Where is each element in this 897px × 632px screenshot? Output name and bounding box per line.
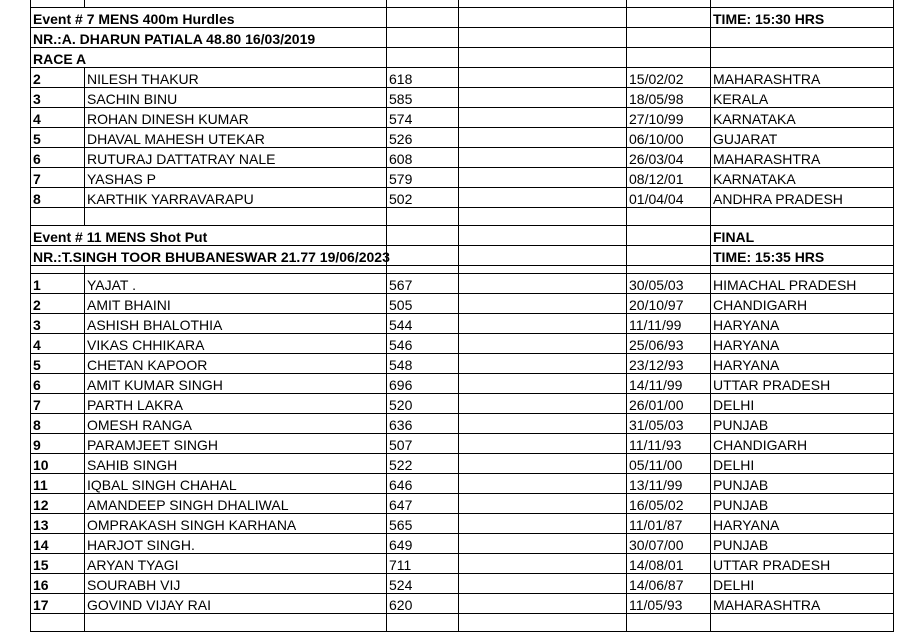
athlete-name: OMPRAKASH SINGH KARHANA [85,514,387,534]
athlete-state: GUJARAT [711,128,894,148]
athlete-state: CHANDIGARH [711,434,894,454]
athlete-name: KARTHIK YARRAVARAPU [85,188,387,208]
athlete-dob: 11/11/93 [627,434,711,454]
athlete-bib: 524 [387,574,459,594]
table-row [31,314,894,334]
athlete-position: 14 [31,534,85,554]
athlete-state: PUNJAB [711,414,894,434]
athlete-name: AMANDEEP SINGH DHALIWAL [85,494,387,514]
event7-title: Event # 7 MENS 400m Hurdles [31,8,387,28]
table-row [31,168,894,188]
athlete-bib: 646 [387,474,459,494]
athlete-bib: 520 [387,394,459,414]
athlete-dob: 30/07/00 [627,534,711,554]
table-row [31,188,894,208]
athlete-bib: 585 [387,88,459,108]
athlete-dob: 30/05/03 [627,274,711,294]
athlete-bib: 618 [387,68,459,88]
athlete-position: 11 [31,474,85,494]
athlete-name: RUTURAJ DATTATRAY NALE [85,148,387,168]
event7-record: NR.:A. DHARUN PATIALA 48.80 16/03/2019 [31,28,387,48]
empty-cell [459,128,627,148]
athlete-dob: 27/10/99 [627,108,711,128]
athlete-position: 15 [31,554,85,574]
event11-record-row [31,246,894,266]
table-row [31,454,894,474]
athlete-name: SOURABH VIJ [85,574,387,594]
athlete-position: 12 [31,494,85,514]
athlete-dob: 23/12/93 [627,354,711,374]
athlete-dob: 08/12/01 [627,168,711,188]
athlete-state: HARYANA [711,514,894,534]
empty-cell [459,188,627,208]
athlete-position: 17 [31,594,85,614]
athlete-state: UTTAR PRADESH [711,554,894,574]
athlete-bib: 565 [387,514,459,534]
athlete-state: HARYANA [711,334,894,354]
athlete-name: HARJOT SINGH. [85,534,387,554]
empty-cell [459,108,627,128]
empty-cell [459,354,627,374]
athlete-name: AMIT KUMAR SINGH [85,374,387,394]
athlete-dob: 16/05/02 [627,494,711,514]
table-row [31,434,894,454]
empty-cell [459,494,627,514]
athlete-position: 16 [31,574,85,594]
athlete-state: PUNJAB [711,534,894,554]
event7-race-row [31,48,894,68]
table-row [31,554,894,574]
event11-time: TIME: 15:35 HRS [711,246,894,266]
athlete-bib: 579 [387,168,459,188]
athlete-position: 6 [31,374,85,394]
event11-stage: FINAL [711,226,894,246]
athlete-name: YAJAT . [85,274,387,294]
table-row [31,274,894,294]
athlete-name: PARTH LAKRA [85,394,387,414]
empty-cell [459,314,627,334]
athlete-name: ARYAN TYAGI [85,554,387,574]
athlete-bib: 620 [387,594,459,614]
table-row [31,514,894,534]
table-row [31,374,894,394]
athlete-bib: 574 [387,108,459,128]
athlete-dob: 14/08/01 [627,554,711,574]
table-row [31,294,894,314]
start-list-body [31,0,894,632]
athlete-state: DELHI [711,574,894,594]
athlete-state: ANDHRA PRADESH [711,188,894,208]
empty-cell [459,454,627,474]
athlete-bib: 526 [387,128,459,148]
empty-cell [459,574,627,594]
athlete-position: 13 [31,514,85,534]
athlete-bib: 567 [387,274,459,294]
athlete-state: UTTAR PRADESH [711,374,894,394]
empty-cell [459,334,627,354]
athlete-dob: 15/02/02 [627,68,711,88]
athlete-position: 7 [31,394,85,414]
athlete-bib: 507 [387,434,459,454]
athlete-dob: 13/11/99 [627,474,711,494]
start-list-table [30,0,894,632]
athlete-position: 8 [31,414,85,434]
athlete-state: DELHI [711,454,894,474]
athlete-bib: 546 [387,334,459,354]
athlete-name: ROHAN DINESH KUMAR [85,108,387,128]
table-row [31,574,894,594]
athlete-dob: 14/11/99 [627,374,711,394]
athlete-position: 4 [31,334,85,354]
athlete-state: MAHARASHTRA [711,594,894,614]
athlete-dob: 25/06/93 [627,334,711,354]
athlete-name: NILESH THAKUR [85,68,387,88]
athlete-name: OMESH RANGA [85,414,387,434]
table-row [31,534,894,554]
event7-time: TIME: 15:30 HRS [711,8,894,28]
athlete-position: 6 [31,148,85,168]
athlete-name: SAHIB SINGH [85,454,387,474]
athlete-dob: 26/01/00 [627,394,711,414]
table-row [31,334,894,354]
athlete-state: HARYANA [711,314,894,334]
athlete-state: KARNATAKA [711,108,894,128]
athlete-dob: 11/11/99 [627,314,711,334]
athlete-bib: 502 [387,188,459,208]
athlete-dob: 11/05/93 [627,594,711,614]
empty-cell [459,148,627,168]
athlete-dob: 06/10/00 [627,128,711,148]
athlete-position: 8 [31,188,85,208]
athlete-position: 2 [31,68,85,88]
table-row [31,128,894,148]
athlete-bib: 649 [387,534,459,554]
table-row [31,88,894,108]
athlete-position: 4 [31,108,85,128]
athlete-bib: 548 [387,354,459,374]
event11-header-row [31,226,894,246]
athlete-position: 10 [31,454,85,474]
top-spacer-row [31,0,894,8]
athlete-name: CHETAN KAPOOR [85,354,387,374]
empty-cell [459,514,627,534]
athlete-dob: 20/10/97 [627,294,711,314]
empty-cell [459,88,627,108]
athlete-state: MAHARASHTRA [711,68,894,88]
athlete-name: PARAMJEET SINGH [85,434,387,454]
athlete-bib: 608 [387,148,459,168]
event11-title: Event # 11 MENS Shot Put [31,226,387,246]
table-row [31,68,894,88]
event7-record-row [31,28,894,48]
empty-cell [459,274,627,294]
empty-cell [459,594,627,614]
athlete-name: AMIT BHAINI [85,294,387,314]
athlete-position: 3 [31,314,85,334]
event7-race: RACE A [31,48,387,68]
athlete-name: IQBAL SINGH CHAHAL [85,474,387,494]
empty-cell [459,168,627,188]
athlete-name: SACHIN BINU [85,88,387,108]
empty-cell [459,414,627,434]
start-list-sheet [30,0,893,632]
athlete-state: CHANDIGARH [711,294,894,314]
athlete-state: PUNJAB [711,494,894,514]
athlete-position: 5 [31,128,85,148]
athlete-bib: 636 [387,414,459,434]
athlete-position: 1 [31,274,85,294]
empty-cell [459,474,627,494]
spacer-row [31,208,894,226]
athlete-position: 3 [31,88,85,108]
table-row [31,148,894,168]
athlete-state: DELHI [711,394,894,414]
athlete-bib: 647 [387,494,459,514]
athlete-bib: 544 [387,314,459,334]
table-row [31,414,894,434]
athlete-state: KERALA [711,88,894,108]
table-row [31,394,894,414]
event7-header-row [31,8,894,28]
table-row [31,354,894,374]
empty-cell [459,294,627,314]
table-row [31,494,894,514]
table-row [31,594,894,614]
empty-cell [459,68,627,88]
empty-cell [459,374,627,394]
athlete-dob: 18/05/98 [627,88,711,108]
athlete-state: MAHARASHTRA [711,148,894,168]
table-row [31,474,894,494]
athlete-bib: 696 [387,374,459,394]
athlete-position: 2 [31,294,85,314]
spacer-row [31,266,894,274]
athlete-state: HARYANA [711,354,894,374]
athlete-state: HIMACHAL PRADESH [711,274,894,294]
athlete-name: ASHISH BHALOTHIA [85,314,387,334]
athlete-dob: 31/05/03 [627,414,711,434]
athlete-position: 9 [31,434,85,454]
athlete-name: VIKAS CHHIKARA [85,334,387,354]
athlete-position: 7 [31,168,85,188]
spacer-row [31,614,894,632]
athlete-bib: 522 [387,454,459,474]
athlete-state: PUNJAB [711,474,894,494]
athlete-dob: 26/03/04 [627,148,711,168]
empty-cell [459,394,627,414]
athlete-dob: 01/04/04 [627,188,711,208]
athlete-position: 5 [31,354,85,374]
empty-cell [459,434,627,454]
table-row [31,108,894,128]
athlete-name: GOVIND VIJAY RAI [85,594,387,614]
empty-cell [459,554,627,574]
athlete-state: KARNATAKA [711,168,894,188]
athlete-bib: 711 [387,554,459,574]
empty-cell [459,534,627,554]
athlete-bib: 505 [387,294,459,314]
event11-record: NR.:T.SINGH TOOR BHUBANESWAR 21.77 19/06/2023 [31,246,387,266]
athlete-dob: 05/11/00 [627,454,711,474]
athlete-name: DHAVAL MAHESH UTEKAR [85,128,387,148]
athlete-name: YASHAS P [85,168,387,188]
athlete-dob: 11/01/87 [627,514,711,534]
athlete-dob: 14/06/87 [627,574,711,594]
